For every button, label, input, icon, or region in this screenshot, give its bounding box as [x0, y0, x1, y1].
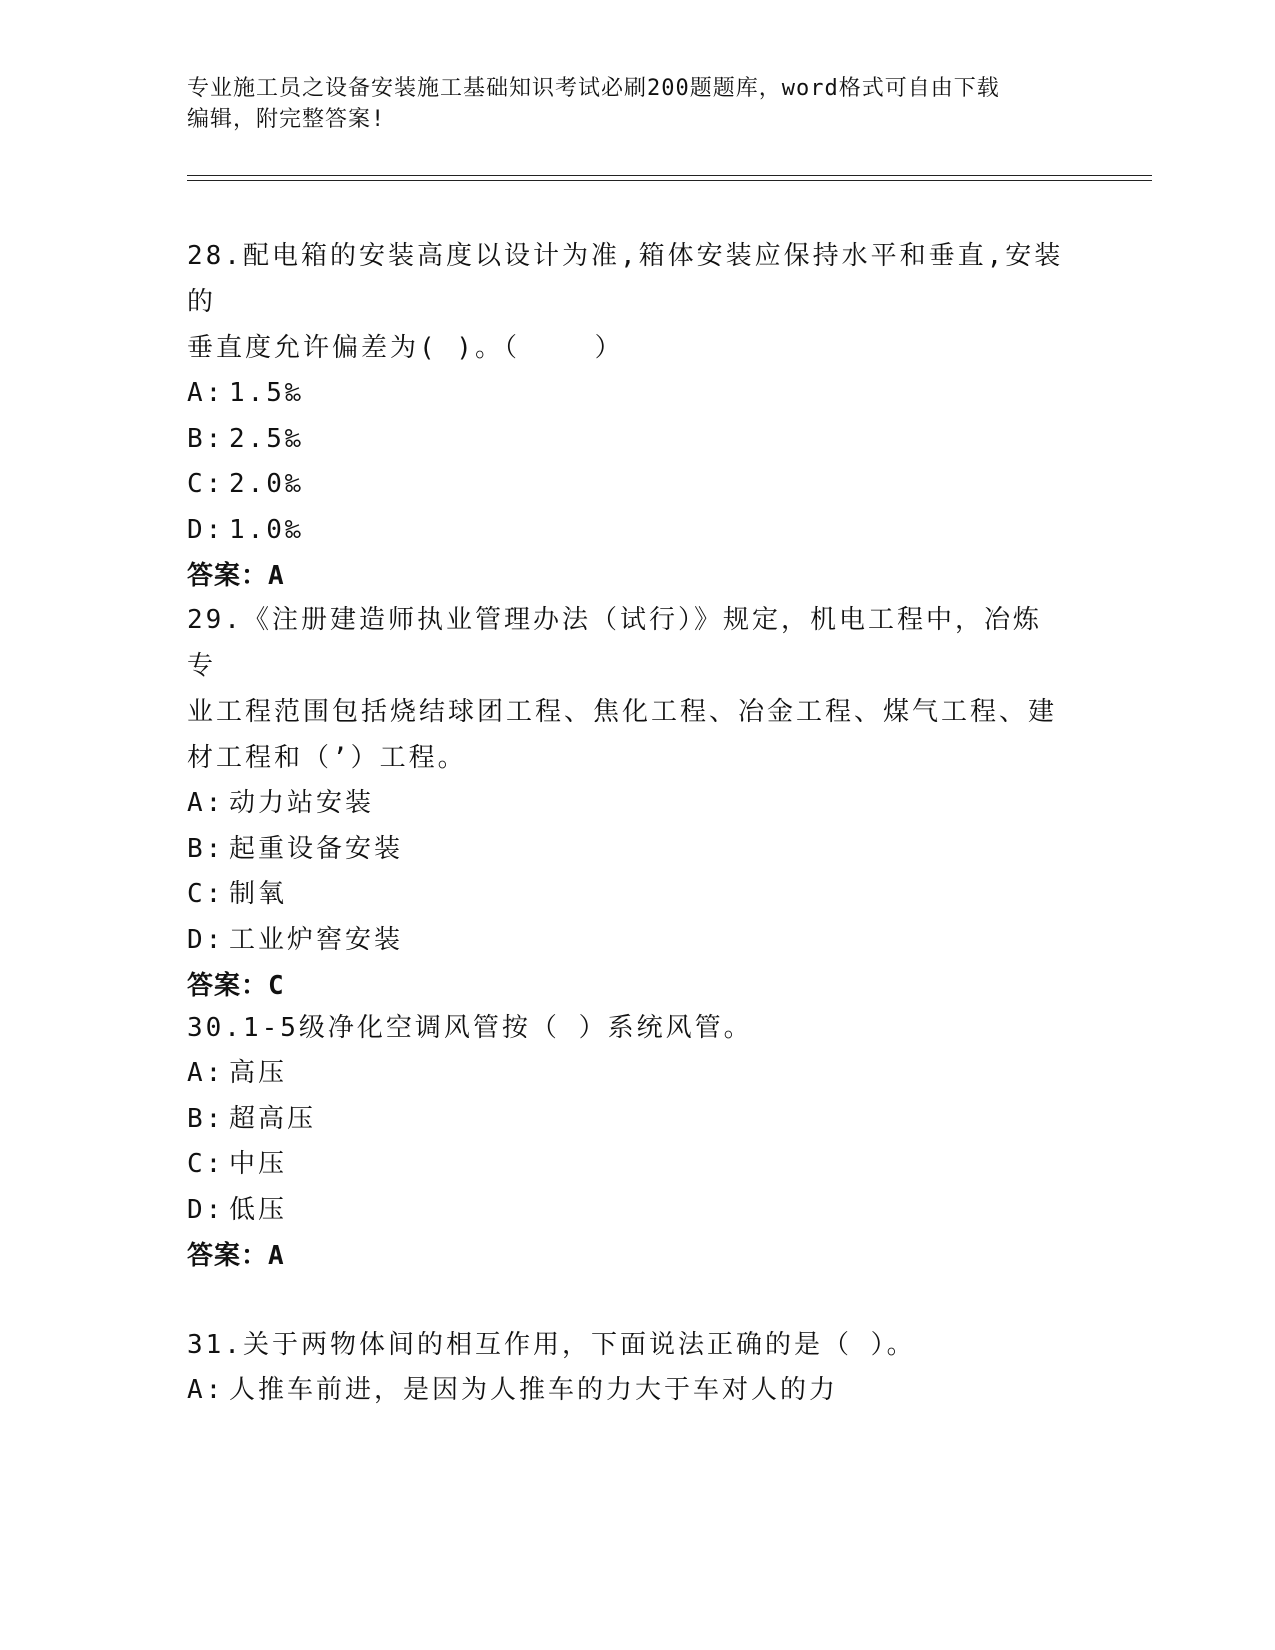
answer-label: 答案：: [187, 971, 269, 1001]
option-text: 1.5‰: [229, 378, 304, 408]
question-29: [187, 597, 1067, 1009]
question-stem-line: 材工程和（’）工程。: [187, 743, 467, 773]
option-text: 超高压: [229, 1103, 317, 1134]
question-31: [187, 1322, 1067, 1414]
option-key: D:: [187, 1194, 225, 1225]
option-key: D:: [187, 514, 225, 545]
header-line-2: 编辑，附完整答案!: [187, 107, 386, 132]
answer-value: C: [268, 971, 285, 1001]
option-text: 制氧: [229, 879, 288, 909]
option-a: [187, 1051, 1067, 1097]
option-a: [187, 371, 1067, 417]
option-text: 2.0‰: [229, 469, 304, 499]
question-stem-line: 30.1-5级净化空调风管按（ ）系统风管。: [187, 1013, 753, 1043]
option-text: 1.0‰: [229, 514, 304, 545]
option-key: A:: [187, 1375, 225, 1405]
option-key: A:: [187, 788, 225, 818]
question-stem-line: 业工程范围包括烧结球团工程、焦化工程、冶金工程、煤气工程、建: [187, 697, 1058, 727]
option-key: A:: [187, 378, 225, 408]
option-c: [187, 462, 1067, 508]
option-key: A:: [187, 1058, 225, 1088]
option-key: C:: [187, 469, 225, 499]
option-key: B:: [187, 423, 225, 454]
answer-label: 答案：: [187, 1241, 269, 1271]
answer-line: [187, 553, 1067, 599]
option-d: [187, 918, 1067, 964]
answer-line: [187, 1233, 1067, 1279]
option-key: B:: [187, 833, 225, 864]
answer-line: [187, 963, 1067, 1009]
answer-value: A: [268, 1241, 285, 1271]
option-key: C:: [187, 879, 225, 909]
option-text: 动力站安装: [229, 788, 375, 818]
option-text: 低压: [229, 1194, 288, 1225]
question-stem-line: 垂直度允许偏差为( )。（ ）: [187, 333, 624, 363]
option-key: D:: [187, 924, 225, 955]
option-a: [187, 1368, 1067, 1414]
option-text: 中压: [229, 1149, 288, 1179]
header-divider-top: [187, 175, 1152, 176]
question-stem-line: 31.关于两物体间的相互作用，下面说法正确的是（ ）。: [187, 1330, 916, 1360]
option-c: [187, 872, 1067, 918]
answer-label: 答案：: [187, 561, 269, 591]
option-key: C:: [187, 1149, 225, 1179]
answer-value: A: [268, 561, 285, 591]
option-b: [187, 827, 1067, 873]
option-text: 工业炉窖安装: [229, 924, 404, 955]
header-divider-bottom: [187, 180, 1152, 181]
option-a: [187, 781, 1067, 827]
option-text: 2.5‰: [229, 423, 304, 454]
option-b: [187, 417, 1067, 463]
header-line-1: 专业施工员之设备安装施工基础知识考试必刷200题题库，word格式可自由下载: [187, 76, 1000, 101]
option-text: 人推车前进，是因为人推车的力大于车对人的力: [229, 1375, 839, 1405]
question-stem-line: 29.《注册建造师执业管理办法（试行）》规定，机电工程中，冶炼专: [187, 605, 1042, 681]
option-d: [187, 508, 1067, 554]
option-text: 起重设备安装: [229, 833, 404, 864]
question-28: [187, 233, 1067, 599]
option-c: [187, 1142, 1067, 1188]
question-stem-line: 28.配电箱的安装高度以设计为准,箱体安装应保持水平和垂直,安装的: [187, 241, 1064, 317]
option-b: [187, 1097, 1067, 1143]
option-text: 高压: [229, 1058, 288, 1088]
option-d: [187, 1188, 1067, 1234]
question-30: [187, 1005, 1067, 1279]
option-key: B:: [187, 1103, 225, 1134]
document-header: [187, 73, 1067, 135]
